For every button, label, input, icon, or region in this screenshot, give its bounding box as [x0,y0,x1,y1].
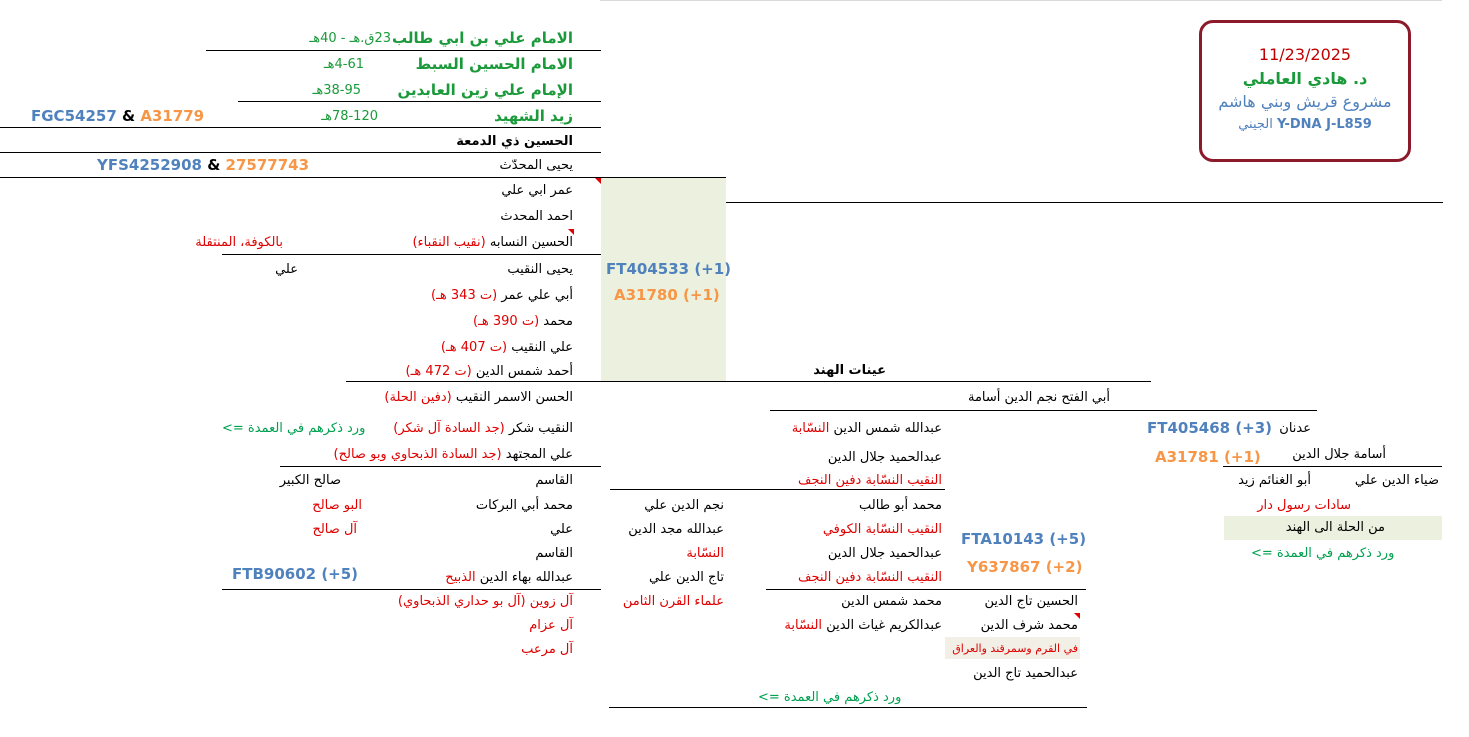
person: أبي الفتح نجم الدين أسامة [967,390,1110,405]
snp-adnan: FT405468 (+3) [1147,419,1273,437]
person: محمد [543,314,573,329]
yahya-muhaddith: يحيى المحدّث [499,158,573,173]
regions-note: في القرم وسمرقند والعراق [952,642,1078,655]
person: عبدالله مجد الدين [628,522,724,537]
haplogroup-prefix: Y-DNA J-L859 [1276,117,1372,132]
person: محمد أبو طالب [859,498,942,513]
snp-center-blue: FTA10143 (+5) [961,530,1087,548]
rule [280,466,601,467]
person: الحسن الاسمر النقيب [455,390,573,405]
person: عبدالحميد جلال الدين [827,450,942,465]
title-note: النسّابة [686,546,724,561]
person-row [412,234,573,252]
person-row [792,420,942,438]
person-note: (دفين الحلة) [384,390,452,405]
person-row [473,313,573,331]
family: آل زوين (آل بو حداري الذبحاوي) [397,594,573,609]
person-note: (نقيب النقباء) [412,235,486,250]
snp-blue: YFS4252908 [97,156,202,174]
person: علي المجتهد [505,447,573,462]
family: آل عزام [529,618,573,633]
rule [766,589,1086,590]
person-note: (ت 390 هـ) [473,314,540,329]
lineage-name: الامام الحسين السبط [415,55,573,73]
person-note: (جد السادة آل شكر) [393,421,505,436]
haplogroup-suffix: الجيني [1238,117,1273,132]
person: عبدالله شمس الدين [833,421,942,436]
kufa-note: بالكوفة، المنتقلة [195,235,283,250]
person: احمد المحدث [500,209,573,224]
comment-marker [595,178,601,184]
person-row [441,339,573,357]
rule [1223,466,1442,467]
husain-dhi-aldamah: الحسين ذي الدمعة [456,134,573,149]
rule [726,202,1443,203]
rule [0,152,601,153]
rule [238,101,601,102]
snp-yahya [97,156,309,174]
ref-note: <= ورد ذكرهم في العمدة [1251,546,1395,561]
person-row [334,446,573,464]
ref-note: <= ورد ذكرهم في العمدة [758,690,902,705]
india-samples: عينات الهند [813,363,886,378]
person-note: (ت 407 هـ) [440,340,508,355]
person: النقيب شكر [508,421,573,436]
lineage-dates: 38-95هـ [312,83,361,98]
person: محمد شرف الدين [980,618,1078,633]
rule [222,589,601,590]
person: القاسم [535,473,573,488]
ali-side: علي [275,262,298,277]
title-note: علماء القرن الثامن [622,594,724,609]
lineage-name: الإمام علي زين العابدين [397,81,573,99]
snp-orange: 27577743 [225,156,310,174]
haplogroup [1202,117,1408,132]
family: سادات رسول دار [1257,498,1351,513]
person-note: النسّابة [784,618,823,633]
rule [206,50,601,51]
person-row [431,287,573,305]
snp-amp: & [207,156,221,174]
person: أبي علي عمر [501,288,573,303]
lineage-dates: 23ق.هـ - 40هـ [309,31,391,46]
snp-blue: FGC54257 [31,107,117,125]
family: آل مرعب [521,642,573,657]
snp-orange: A31779 [140,107,205,125]
person-row [784,617,942,635]
rule [222,254,601,255]
person: الحسين تاج الدين [984,594,1078,609]
title-note: النقيب النسّابة دفين النجف [798,473,942,488]
rule [609,707,1087,708]
snp-zaid [31,107,204,125]
person-row [445,569,573,587]
snp-middle-blue: FT404533 (+1) [606,260,732,278]
person-note: الذبيح [445,570,476,585]
person: محمد شمس الدين [841,594,942,609]
snp-amp: & [122,107,136,125]
hilla-india: من الحلة الى الهند [1285,520,1385,535]
person: عمر ابي علي [501,183,573,198]
lineage-name: زيد الشهيد [494,107,573,125]
person: عبدالكريم غياث الدين [826,618,942,633]
rule [770,410,1317,411]
person: نجم الدين علي [644,498,724,513]
snp-middle-cell [601,178,726,381]
lineage-name: الامام علي بن ابي طالب [391,29,573,47]
person-note: النسّابة [791,421,830,436]
project: مشروع قريش وبني هاشم [1218,92,1392,111]
person: محمد أبي البركات [475,498,573,513]
snp-center-orange: Y637867 (+2) [967,558,1083,576]
person: عبدالله بهاء الدين [479,570,573,585]
person: علي [550,522,573,537]
family: البو صالح [312,498,362,513]
ref-note: <= ورد ذكرهم في العمدة [222,421,366,436]
person: ضياء الدين علي [1354,473,1439,488]
title-note: النقيب النسّابة الكوفي [822,522,942,537]
person: صالح الكبير [279,473,341,488]
person: أحمد شمس الدين [475,364,573,379]
snp-left: FTB90602 (+5) [232,565,359,583]
person: علي النقيب [511,340,573,355]
title-note: النقيب النسّابة دفين النجف [798,570,942,585]
rule [600,0,1442,1]
snp-usama: A31781 (+1) [1155,448,1261,466]
person: أبو الغنائم زيد [1238,473,1311,488]
person: تاج الدين علي [648,570,724,585]
date: 11/23/2025 [1258,45,1352,64]
lineage-dates: 4-61هـ [323,57,364,72]
person: الحسين النسابه [489,235,573,250]
snp-middle-orange: A31780 (+1) [614,286,720,304]
person-row [406,363,573,381]
person-row [393,420,573,438]
person-note: (ت 343 هـ) [431,288,498,303]
lineage-dates: 78-120هـ [321,109,378,124]
person-note: (ت 472 هـ) [405,364,472,379]
person: أسامة جلال الدين [1292,447,1386,462]
family: آل صالح [312,522,357,537]
person: عدنان [1279,421,1311,436]
person: عبدالحميد جلال الدين [827,546,942,561]
person: القاسم [535,546,573,561]
person-row [384,389,573,407]
person: عبدالحميد تاج الدين [973,666,1078,681]
rule [0,127,601,128]
rule [346,381,1151,382]
person-note: (جد السادة الذبحاوي وبو صالح) [333,447,502,462]
person: يحيى النقيب [507,262,573,277]
header-box [1199,20,1411,162]
author: د. هادي العاملي [1242,69,1368,88]
